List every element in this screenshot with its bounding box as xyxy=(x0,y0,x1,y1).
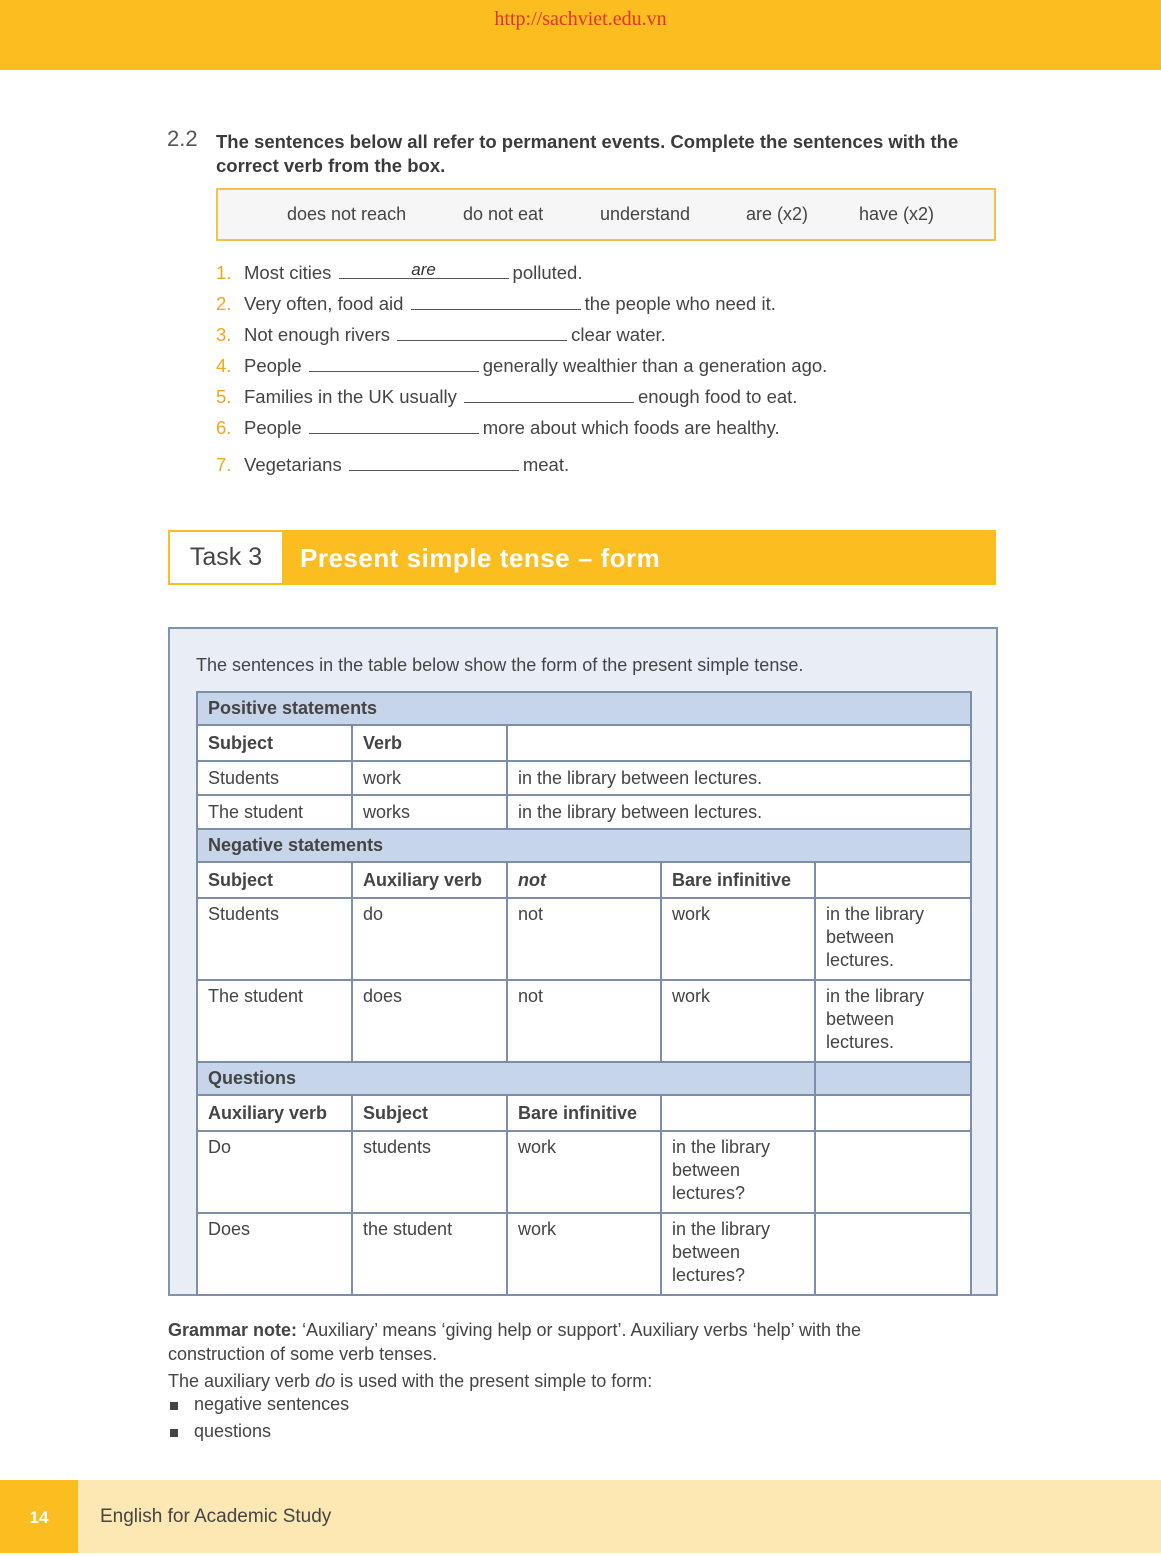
sentence-end: generally wealthier than a generation ago. xyxy=(482,355,828,376)
table-cell: Students xyxy=(197,761,352,795)
column-header-row xyxy=(197,1095,971,1131)
grammar-note xyxy=(168,1318,948,1391)
table-cell: work xyxy=(507,1131,661,1213)
sentence-end: clear water. xyxy=(571,324,666,345)
sentence-number: 7. xyxy=(216,454,232,475)
column-header: Bare infinitive xyxy=(507,1095,661,1131)
note-line-keyword: do xyxy=(315,1371,336,1391)
sentence-item xyxy=(216,386,797,408)
table-cell: not xyxy=(507,980,661,1062)
top-banner xyxy=(0,0,1161,70)
table-cell: do xyxy=(352,898,507,980)
column-header: Auxiliary verb xyxy=(197,1095,352,1131)
sentence-number: 6. xyxy=(216,417,232,438)
column-header-row xyxy=(197,862,971,898)
table-cell: in the library between lectures. xyxy=(507,761,971,795)
section-row xyxy=(197,692,971,725)
section-row xyxy=(197,1062,971,1095)
sentence-end: polluted. xyxy=(512,262,583,283)
table-cell: work xyxy=(661,980,815,1062)
sentence-item xyxy=(216,454,569,476)
bullet-item xyxy=(168,1421,349,1448)
sentence-item xyxy=(216,262,582,284)
bullet-square-icon xyxy=(170,1402,178,1410)
task-label: Task 3 xyxy=(170,532,282,583)
sentence-start: Families in the UK usually xyxy=(244,386,457,407)
table-cell: students xyxy=(352,1131,507,1213)
table-row xyxy=(197,1131,971,1213)
column-header: Auxiliary verb xyxy=(352,862,507,898)
word-option: do not eat xyxy=(463,204,544,224)
section-heading: Positive statements xyxy=(197,692,971,725)
sentence-start: Not enough rivers xyxy=(244,324,391,345)
sentence-item xyxy=(216,355,827,377)
table-cell: does xyxy=(352,980,507,1062)
bullet-list xyxy=(168,1394,349,1448)
table-row xyxy=(197,980,971,1062)
answer-blank[interactable] xyxy=(309,355,479,372)
column-header-row xyxy=(197,725,971,761)
grammar-note-para xyxy=(168,1318,948,1366)
table-row xyxy=(197,1213,971,1295)
column-header: Subject xyxy=(197,725,352,761)
bullet-text: questions xyxy=(194,1421,272,1441)
column-header: Bare infinitive xyxy=(661,862,815,898)
sentence-end: more about which foods are healthy. xyxy=(482,417,780,438)
answer-blank[interactable] xyxy=(464,386,634,403)
sentence-end: the people who need it. xyxy=(584,293,776,314)
table-cell: in the library between lectures. xyxy=(507,795,971,829)
answer-blank[interactable] xyxy=(411,293,581,310)
table-cell: work xyxy=(661,898,815,980)
note-line-end: is used with the present simple to form: xyxy=(340,1371,653,1391)
sentence-number: 4. xyxy=(216,355,232,376)
panel-intro: The sentences in the table below show the form of the present simple tense. xyxy=(196,655,804,675)
table-cell: Students xyxy=(197,898,352,980)
bullet-item xyxy=(168,1394,349,1421)
answer-blank[interactable] xyxy=(397,324,567,341)
answer-blank[interactable] xyxy=(339,262,509,279)
grammar-note-line xyxy=(168,1369,652,1393)
word-option: does not reach xyxy=(287,204,407,224)
sentence-start: Most cities xyxy=(244,262,332,283)
table-cell: the student xyxy=(352,1213,507,1295)
sentence-end: enough food to eat. xyxy=(637,386,798,407)
task-title: Present simple tense – form xyxy=(300,543,661,573)
column-header xyxy=(815,1095,971,1131)
column-header xyxy=(507,725,971,761)
table-cell: work xyxy=(352,761,507,795)
section-row xyxy=(197,829,971,862)
column-header xyxy=(815,862,971,898)
table-row xyxy=(197,898,971,980)
section-heading-empty xyxy=(815,1062,971,1095)
sentence-start: People xyxy=(244,355,302,376)
page-number: 14 xyxy=(0,1480,78,1553)
sentence-start: Very often, food aid xyxy=(244,293,404,314)
column-header: not xyxy=(507,862,661,898)
book-title: English for Academic Study xyxy=(100,1506,332,1527)
word-option: understand xyxy=(600,204,691,224)
sentence-start: Vegetarians xyxy=(244,454,342,475)
table-cell xyxy=(815,1131,971,1213)
table-cell: The student xyxy=(197,980,352,1062)
table-cell: in the library between lectures? xyxy=(661,1213,815,1295)
note-line-start: The auxiliary verb xyxy=(168,1371,311,1391)
word-option: have (x2) xyxy=(859,204,935,224)
exercise-number: 2.2 xyxy=(167,126,198,151)
column-header: Subject xyxy=(352,1095,507,1131)
sentence-number: 2. xyxy=(216,293,232,314)
sentence-number: 5. xyxy=(216,386,232,407)
table-cell: in the library between lectures. xyxy=(815,898,971,980)
table-cell: works xyxy=(352,795,507,829)
sentence-item xyxy=(216,417,780,439)
page-footer xyxy=(0,1480,1161,1553)
word-option: are (x2) xyxy=(746,204,809,224)
answer-blank[interactable] xyxy=(349,454,519,471)
table-row xyxy=(197,795,971,829)
answer-blank[interactable] xyxy=(309,417,479,434)
column-header xyxy=(661,1095,815,1131)
sentence-end: meat. xyxy=(522,454,570,475)
table-cell: Does xyxy=(197,1213,352,1295)
bullet-text: negative sentences xyxy=(194,1394,350,1414)
bullet-square-icon xyxy=(170,1429,178,1437)
table-cell: work xyxy=(507,1213,661,1295)
sentence-item xyxy=(216,324,666,346)
grammar-note-label: Grammar note: xyxy=(168,1320,298,1340)
column-header: Verb xyxy=(352,725,507,761)
sentence-number: 3. xyxy=(216,324,232,345)
table-cell: The student xyxy=(197,795,352,829)
table-cell: Do xyxy=(197,1131,352,1213)
grammar-note-text: ‘Auxiliary’ means ‘giving help or support’. Auxiliary verbs ‘help’ with the construction of some verb tenses. xyxy=(168,1320,861,1364)
grammar-panel xyxy=(168,627,998,1296)
task-header xyxy=(168,530,996,585)
exercise-instruction: The sentences below all refer to permanent events. Complete the sentences with the correct verb from the box. xyxy=(216,131,959,176)
table-cell: in the library between lectures? xyxy=(661,1131,815,1213)
column-header: Subject xyxy=(197,862,352,898)
word-box xyxy=(216,188,996,241)
table-row xyxy=(197,761,971,795)
section-heading: Questions xyxy=(197,1062,815,1095)
source-url[interactable]: http://sachviet.edu.vn xyxy=(494,8,667,30)
table-cell: not xyxy=(507,898,661,980)
present-simple-table xyxy=(196,691,972,1296)
sentence-item xyxy=(216,293,776,315)
section-heading: Negative statements xyxy=(197,829,971,862)
table-cell: in the library between lectures. xyxy=(815,980,971,1062)
sentence-number: 1. xyxy=(216,262,232,283)
sentence-start: People xyxy=(244,417,302,438)
table-cell xyxy=(815,1213,971,1295)
answer-text: are xyxy=(411,260,436,279)
